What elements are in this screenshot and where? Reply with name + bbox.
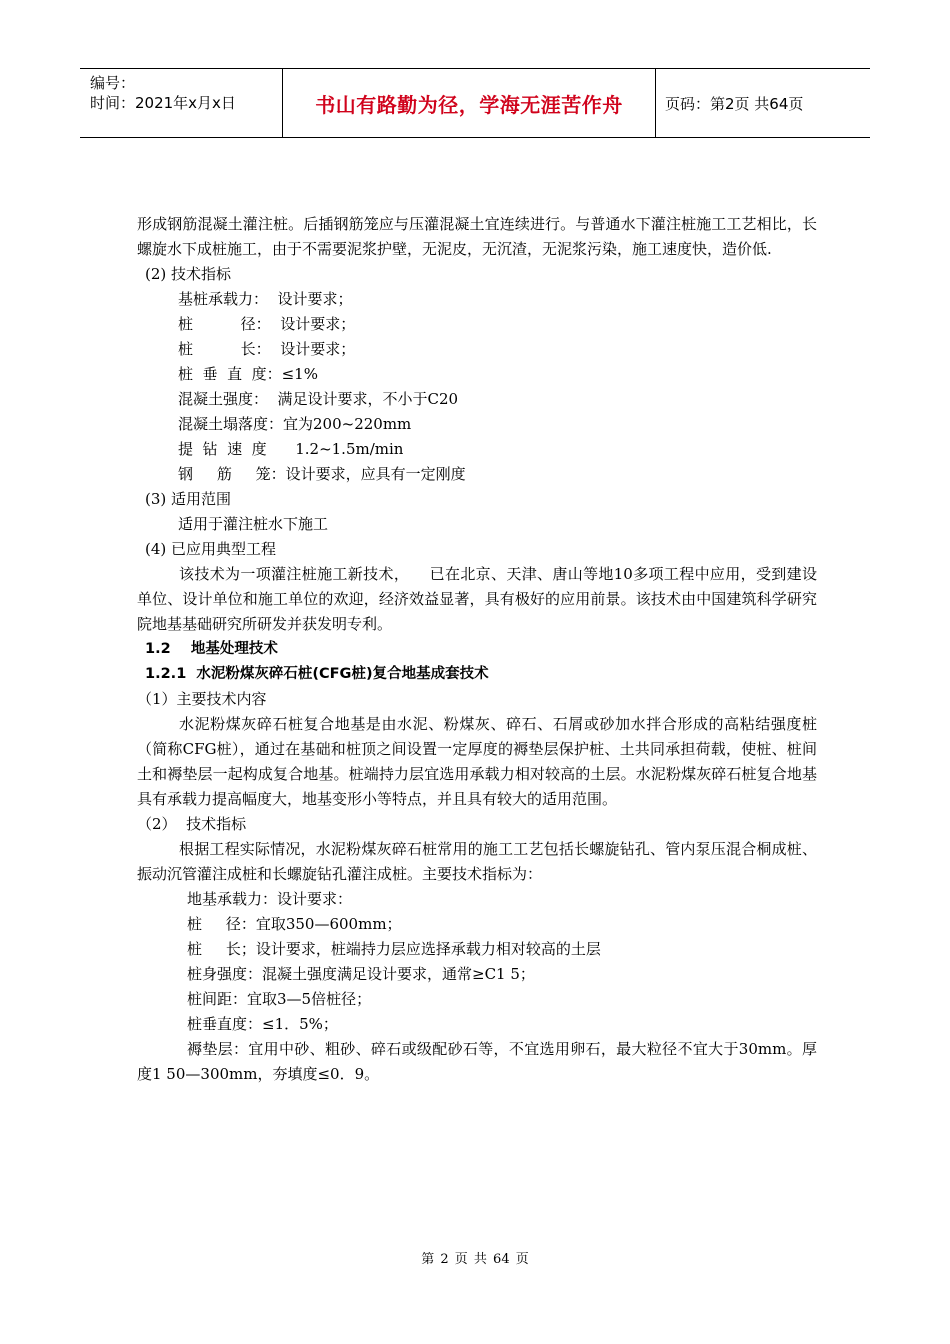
spec-item: 钢 筋 笼：设计要求，应具有一定刚度	[178, 465, 466, 483]
spec-list	[137, 887, 817, 1037]
spec-item: 桩间距：宜取3—5倍桩径；	[187, 990, 372, 1008]
spec-item: 桩 长；设计要求，桩端持力层应选择承载力相对较高的土层	[187, 940, 601, 958]
spec-item: 桩 径：宜取350—600mm；	[187, 915, 402, 933]
paragraph: 根据工程实际情况，水泥粉煤灰碎石桩常用的施工工艺包括长螺旋钻孔、管内泵压混合桐成桩、振动沉管灌注成桩和长螺旋钻孔灌注成桩。主要技术指标为：	[137, 840, 817, 883]
section-heading: (2) 技术指标	[145, 265, 232, 283]
page-header	[80, 68, 870, 138]
spec-item: 提 钻 速 度 1.2~1.5m/min	[178, 440, 404, 458]
heading-1-2-1: 1.2.1 水泥粉煤灰碎石桩(CFG桩)复合地基成套技术	[145, 666, 489, 682]
document-time-label: 时间：2021年x月x日	[90, 94, 236, 112]
heading-1-2: 1.2 地基处理技术	[145, 641, 278, 657]
section-heading: (4) 已应用典型工程	[145, 540, 277, 558]
spec-item: 地基承载力：设计要求：	[187, 890, 353, 908]
section-heading: （1）主要技术内容	[137, 690, 267, 708]
paragraph: 褥垫层：宜用中砂、粗砂、碎石或级配砂石等，不宜选用卵石，最大粒径不宜大于30mm。厚度1 50—300mm，夯填度≤0．9。	[137, 1040, 817, 1083]
spec-item: 混凝土塌落度：宜为200~220mm	[178, 415, 412, 433]
spec-item: 桩垂直度：≤1．5%；	[187, 1015, 338, 1033]
spec-item: 基桩承载力： 设计要求；	[178, 290, 353, 308]
spec-item: 桩 长： 设计要求；	[178, 340, 356, 358]
intro-paragraph: 形成钢筋混凝土灌注桩。后插钢筋笼应与压灌混凝土宜连续进行。与普通水下灌注桩施工工艺相比，长螺旋水下成桩施工，由于不需要泥浆护壁，无泥皮，无沉渣，无泥浆污染，施工速度快，造价低.	[137, 215, 817, 258]
spec-item: 桩 径： 设计要求；	[178, 315, 356, 333]
paragraph: 适用于灌注桩水下施工	[178, 515, 329, 533]
spec-item: 混凝土强度： 满足设计要求，不小于C20	[178, 390, 459, 408]
header-page-info: 页码：第2页 共64页	[665, 95, 804, 113]
document-number-label: 编号：	[90, 74, 136, 92]
section-heading: （2） 技术指标	[137, 815, 247, 833]
spec-list	[137, 287, 817, 487]
section-heading: (3) 适用范围	[145, 490, 232, 508]
header-divider	[655, 69, 656, 137]
paragraph: 该技术为一项灌注桩施工新技术， 已在北京、天津、唐山等地10多项工程中应用，受到建设单位、设计单位和施工单位的欢迎，经济效益显著，具有极好的应用前景。该技术由中国建筑科学研究院地基基础研究所研发并获发明专利。	[137, 565, 817, 633]
paragraph: 水泥粉煤灰碎石桩复合地基是由水泥、粉煤灰、碎石、石屑或砂加水拌合形成的高粘结强度桩（简称CFG桩），通过在基础和桩顶之间设置一定厚度的褥垫层保护桩、土共同承担荷载，使桩、桩间土和褥垫层一起构成复合地基。桩端持力层宜选用承载力相对较高的土层。水泥粉煤灰碎石桩复合地基具有承载力提高幅度大，地基变形小等特点，并且具有较大的适用范围。	[137, 715, 817, 808]
document-body	[137, 212, 817, 1087]
header-meta	[90, 73, 236, 113]
header-motto: 书山有路勤为径，学海无涯苦作舟	[315, 92, 623, 117]
spec-item: 桩身强度：混凝土强度满足设计要求，通常≥C1 5；	[187, 965, 535, 983]
spec-item: 桩 垂 直 度：≤1%	[178, 365, 318, 383]
page-footer: 第 2 页 共 64 页	[421, 1252, 529, 1267]
